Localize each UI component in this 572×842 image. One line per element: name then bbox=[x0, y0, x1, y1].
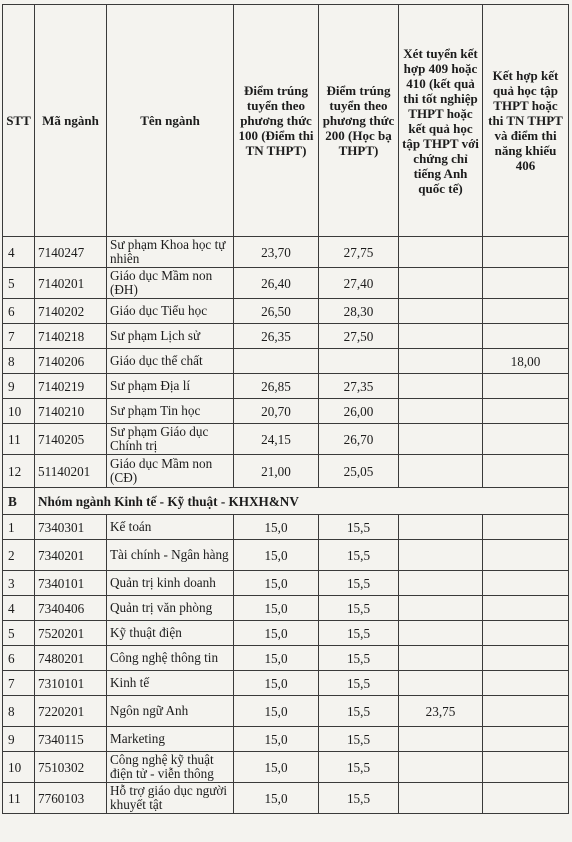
row-name: Tài chính - Ngân hàng bbox=[107, 540, 234, 571]
row-name: Công nghệ kỹ thuật điện tử - viễn thông bbox=[107, 752, 234, 783]
row-m200: 26,00 bbox=[319, 399, 399, 424]
row-stt: 6 bbox=[3, 299, 35, 324]
row-m200: 15,5 bbox=[319, 515, 399, 540]
row-m200: 15,5 bbox=[319, 621, 399, 646]
row-stt: 9 bbox=[3, 374, 35, 399]
row-c406 bbox=[483, 540, 569, 571]
row-stt: 11 bbox=[3, 424, 35, 455]
row-m100 bbox=[234, 349, 319, 374]
table-row bbox=[3, 696, 569, 727]
row-m100: 20,70 bbox=[234, 399, 319, 424]
table-row bbox=[3, 621, 569, 646]
row-stt: 10 bbox=[3, 752, 35, 783]
row-code: 7140219 bbox=[35, 374, 107, 399]
row-c409 bbox=[399, 515, 483, 540]
row-m200: 15,5 bbox=[319, 571, 399, 596]
row-name: Sư phạm Khoa học tự nhiên bbox=[107, 237, 234, 268]
row-name: Kỹ thuật điện bbox=[107, 621, 234, 646]
row-m100: 15,0 bbox=[234, 571, 319, 596]
table-row bbox=[3, 424, 569, 455]
row-name: Sư phạm Địa lí bbox=[107, 374, 234, 399]
table-row bbox=[3, 783, 569, 814]
row-c406 bbox=[483, 268, 569, 299]
table-row bbox=[3, 752, 569, 783]
row-stt: 1 bbox=[3, 515, 35, 540]
row-code: 51140201 bbox=[35, 455, 107, 488]
row-code: 7340201 bbox=[35, 540, 107, 571]
row-code: 7140205 bbox=[35, 424, 107, 455]
row-m100: 15,0 bbox=[234, 515, 319, 540]
row-stt: 6 bbox=[3, 646, 35, 671]
table-row bbox=[3, 671, 569, 696]
table-body bbox=[3, 237, 569, 814]
row-name: Marketing bbox=[107, 727, 234, 752]
row-m200: 27,40 bbox=[319, 268, 399, 299]
row-name: Giáo dục Mầm non (ĐH) bbox=[107, 268, 234, 299]
row-m200: 15,5 bbox=[319, 783, 399, 814]
table-row bbox=[3, 324, 569, 349]
admission-score-table bbox=[2, 4, 569, 814]
row-c409 bbox=[399, 621, 483, 646]
table-header bbox=[3, 5, 569, 237]
table-row bbox=[3, 268, 569, 299]
table-row bbox=[3, 374, 569, 399]
table-row bbox=[3, 571, 569, 596]
row-name: Quản trị văn phòng bbox=[107, 596, 234, 621]
table-row bbox=[3, 299, 569, 324]
row-stt: 4 bbox=[3, 237, 35, 268]
row-code: 7510302 bbox=[35, 752, 107, 783]
row-m100: 15,0 bbox=[234, 752, 319, 783]
row-code: 7340301 bbox=[35, 515, 107, 540]
row-c409 bbox=[399, 399, 483, 424]
table-row bbox=[3, 349, 569, 374]
row-m100: 15,0 bbox=[234, 646, 319, 671]
row-stt: 11 bbox=[3, 783, 35, 814]
row-c406 bbox=[483, 424, 569, 455]
row-stt: 3 bbox=[3, 571, 35, 596]
row-m100: 15,0 bbox=[234, 596, 319, 621]
row-name: Giáo dục Mầm non (CĐ) bbox=[107, 455, 234, 488]
group-stt: B bbox=[3, 488, 35, 515]
row-m100: 15,0 bbox=[234, 696, 319, 727]
row-m200 bbox=[319, 349, 399, 374]
row-c406 bbox=[483, 671, 569, 696]
row-m100: 24,15 bbox=[234, 424, 319, 455]
table-row bbox=[3, 596, 569, 621]
table-row bbox=[3, 515, 569, 540]
row-code: 7340406 bbox=[35, 596, 107, 621]
row-code: 7480201 bbox=[35, 646, 107, 671]
row-c409 bbox=[399, 646, 483, 671]
table-row bbox=[3, 399, 569, 424]
row-code: 7140218 bbox=[35, 324, 107, 349]
row-name: Kế toán bbox=[107, 515, 234, 540]
row-c409 bbox=[399, 455, 483, 488]
row-code: 7140247 bbox=[35, 237, 107, 268]
row-m200: 15,5 bbox=[319, 596, 399, 621]
row-m100: 15,0 bbox=[234, 621, 319, 646]
table-row bbox=[3, 237, 569, 268]
row-c406 bbox=[483, 455, 569, 488]
row-c409 bbox=[399, 727, 483, 752]
row-m100: 15,0 bbox=[234, 671, 319, 696]
row-m200: 15,5 bbox=[319, 752, 399, 783]
row-name: Kinh tế bbox=[107, 671, 234, 696]
row-c409 bbox=[399, 671, 483, 696]
row-m200: 28,30 bbox=[319, 299, 399, 324]
row-m200: 15,5 bbox=[319, 671, 399, 696]
row-m200: 15,5 bbox=[319, 646, 399, 671]
table-row bbox=[3, 646, 569, 671]
row-name: Sư phạm Lịch sử bbox=[107, 324, 234, 349]
row-name: Sư phạm Giáo dục Chính trị bbox=[107, 424, 234, 455]
row-code: 7310101 bbox=[35, 671, 107, 696]
row-name: Công nghệ thông tin bbox=[107, 646, 234, 671]
row-c409 bbox=[399, 299, 483, 324]
row-m100: 15,0 bbox=[234, 783, 319, 814]
row-m200: 27,50 bbox=[319, 324, 399, 349]
row-c406 bbox=[483, 646, 569, 671]
row-c406 bbox=[483, 237, 569, 268]
header-stt: STT bbox=[3, 5, 35, 237]
row-stt: 10 bbox=[3, 399, 35, 424]
row-c409 bbox=[399, 571, 483, 596]
row-c406 bbox=[483, 324, 569, 349]
row-c409 bbox=[399, 268, 483, 299]
row-c406 bbox=[483, 374, 569, 399]
row-stt: 2 bbox=[3, 540, 35, 571]
row-m100: 21,00 bbox=[234, 455, 319, 488]
row-c406 bbox=[483, 727, 569, 752]
row-stt: 5 bbox=[3, 621, 35, 646]
row-stt: 5 bbox=[3, 268, 35, 299]
row-code: 7220201 bbox=[35, 696, 107, 727]
row-code: 7340101 bbox=[35, 571, 107, 596]
row-m100: 26,50 bbox=[234, 299, 319, 324]
group-row-b bbox=[3, 488, 569, 515]
row-m100: 15,0 bbox=[234, 727, 319, 752]
header-name: Tên ngành bbox=[107, 5, 234, 237]
row-c409 bbox=[399, 349, 483, 374]
row-m200: 15,5 bbox=[319, 540, 399, 571]
row-stt: 4 bbox=[3, 596, 35, 621]
row-name: Giáo dục Tiểu học bbox=[107, 299, 234, 324]
row-stt: 12 bbox=[3, 455, 35, 488]
row-c406 bbox=[483, 596, 569, 621]
row-m100: 23,70 bbox=[234, 237, 319, 268]
row-code: 7760103 bbox=[35, 783, 107, 814]
row-code: 7340115 bbox=[35, 727, 107, 752]
row-name: Giáo dục thể chất bbox=[107, 349, 234, 374]
row-c409 bbox=[399, 540, 483, 571]
row-code: 7140201 bbox=[35, 268, 107, 299]
row-c409 bbox=[399, 424, 483, 455]
row-stt: 7 bbox=[3, 671, 35, 696]
row-c409 bbox=[399, 752, 483, 783]
row-c406 bbox=[483, 299, 569, 324]
row-c409 bbox=[399, 596, 483, 621]
row-m200: 15,5 bbox=[319, 727, 399, 752]
row-c409 bbox=[399, 374, 483, 399]
row-m200: 26,70 bbox=[319, 424, 399, 455]
row-m200: 25,05 bbox=[319, 455, 399, 488]
row-c406: 18,00 bbox=[483, 349, 569, 374]
table-row bbox=[3, 727, 569, 752]
row-c409 bbox=[399, 783, 483, 814]
row-c409 bbox=[399, 324, 483, 349]
row-code: 7520201 bbox=[35, 621, 107, 646]
row-c409 bbox=[399, 237, 483, 268]
row-name: Hỗ trợ giáo dục người khuyết tật bbox=[107, 783, 234, 814]
table-row bbox=[3, 540, 569, 571]
row-stt: 7 bbox=[3, 324, 35, 349]
row-c406 bbox=[483, 783, 569, 814]
row-name: Ngôn ngữ Anh bbox=[107, 696, 234, 727]
header-method-200: Điểm trúng tuyển theo phương thức 200 (Học bạ THPT) bbox=[319, 5, 399, 237]
header-combined-406: Kết hợp kết quả học tập THPT hoặc thi TN THPT và điểm thi năng khiếu 406 bbox=[483, 5, 569, 237]
row-m200: 15,5 bbox=[319, 696, 399, 727]
row-c406 bbox=[483, 621, 569, 646]
row-m100: 26,40 bbox=[234, 268, 319, 299]
row-m200: 27,75 bbox=[319, 237, 399, 268]
row-stt: 9 bbox=[3, 727, 35, 752]
row-c406 bbox=[483, 752, 569, 783]
row-c406 bbox=[483, 696, 569, 727]
group-title: Nhóm ngành Kinh tế - Kỹ thuật - KHXH&NV bbox=[35, 488, 569, 515]
row-name: Quản trị kinh doanh bbox=[107, 571, 234, 596]
row-c406 bbox=[483, 515, 569, 540]
row-code: 7140210 bbox=[35, 399, 107, 424]
row-c406 bbox=[483, 571, 569, 596]
row-c406 bbox=[483, 399, 569, 424]
row-c409: 23,75 bbox=[399, 696, 483, 727]
row-m100: 26,35 bbox=[234, 324, 319, 349]
row-m100: 26,85 bbox=[234, 374, 319, 399]
header-method-100: Điểm trúng tuyển theo phương thức 100 (Điểm thi TN THPT) bbox=[234, 5, 319, 237]
table-row bbox=[3, 455, 569, 488]
row-stt: 8 bbox=[3, 696, 35, 727]
row-m200: 27,35 bbox=[319, 374, 399, 399]
row-code: 7140202 bbox=[35, 299, 107, 324]
row-code: 7140206 bbox=[35, 349, 107, 374]
row-stt: 8 bbox=[3, 349, 35, 374]
row-name: Sư phạm Tin học bbox=[107, 399, 234, 424]
row-m100: 15,0 bbox=[234, 540, 319, 571]
header-code: Mã ngành bbox=[35, 5, 107, 237]
header-combined-409: Xét tuyển kết hợp 409 hoặc 410 (kết quả thi tốt nghiệp THPT hoặc kết quả học tập THPT với chứng chỉ tiếng Anh quốc tế) bbox=[399, 5, 483, 237]
